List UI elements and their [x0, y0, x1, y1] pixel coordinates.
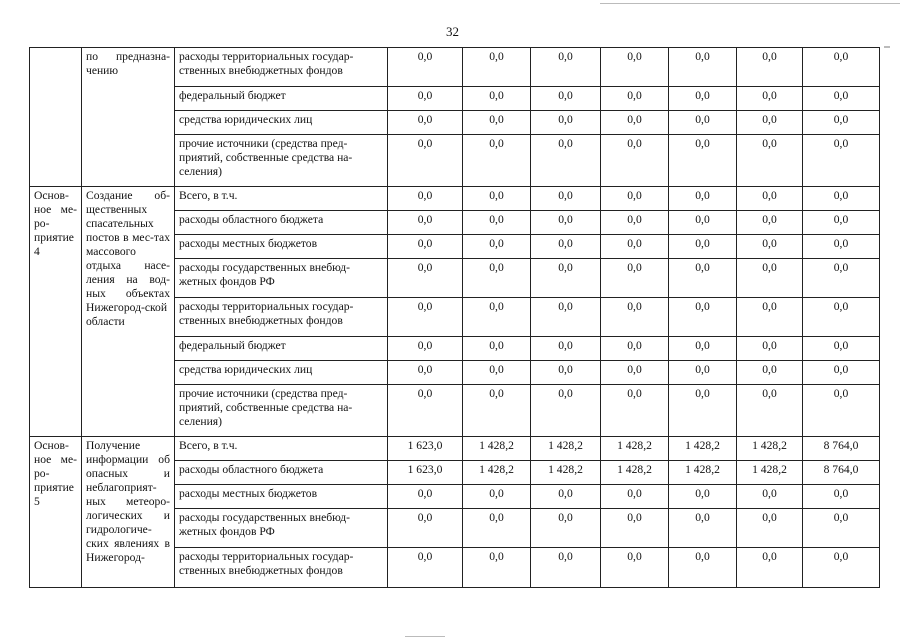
value-cell: 0,0 [531, 211, 601, 235]
value-cell: 0,0 [669, 235, 737, 259]
funding-source: федеральный бюджет [175, 87, 388, 111]
value-cell: 0,0 [463, 361, 531, 385]
value-cell: 0,0 [531, 548, 601, 588]
value-cell: 0,0 [737, 361, 803, 385]
value-cell: 0,0 [463, 548, 531, 588]
funding-source: Всего, в т.ч. [175, 437, 388, 461]
value-cell: 0,0 [463, 259, 531, 298]
value-cell: 0,0 [531, 235, 601, 259]
value-cell: 0,0 [463, 385, 531, 437]
value-cell: 0,0 [388, 111, 463, 135]
value-cell: 0,0 [803, 111, 880, 135]
value-cell: 1 623,0 [388, 437, 463, 461]
value-cell: 0,0 [388, 298, 463, 337]
value-cell: 0,0 [531, 259, 601, 298]
value-cell: 0,0 [463, 235, 531, 259]
value-cell: 0,0 [803, 548, 880, 588]
value-cell: 0,0 [669, 211, 737, 235]
measure-number: Основ-ное ме-ро-приятие 5 [30, 437, 82, 588]
value-cell: 0,0 [531, 48, 601, 87]
value-cell: 0,0 [669, 385, 737, 437]
value-cell: 0,0 [531, 298, 601, 337]
value-cell: 0,0 [601, 187, 669, 211]
value-cell: 0,0 [463, 135, 531, 187]
funding-source: расходы территориальных государ-ственных внебюджетных фондов [175, 48, 388, 87]
value-cell: 0,0 [531, 509, 601, 548]
value-cell: 0,0 [531, 485, 601, 509]
value-cell: 0,0 [388, 135, 463, 187]
value-cell: 0,0 [737, 187, 803, 211]
value-cell: 1 428,2 [463, 437, 531, 461]
value-cell: 0,0 [737, 87, 803, 111]
value-cell: 0,0 [601, 548, 669, 588]
value-cell: 0,0 [601, 211, 669, 235]
value-cell: 0,0 [388, 548, 463, 588]
value-cell: 0,0 [803, 211, 880, 235]
value-cell: 0,0 [737, 111, 803, 135]
value-cell: 0,0 [803, 485, 880, 509]
value-cell: 0,0 [601, 361, 669, 385]
value-cell: 8 764,0 [803, 461, 880, 485]
value-cell: 0,0 [803, 48, 880, 87]
value-cell: 0,0 [803, 361, 880, 385]
scan-artifact [884, 46, 890, 48]
value-cell: 0,0 [669, 485, 737, 509]
value-cell: 1 428,2 [463, 461, 531, 485]
value-cell: 0,0 [463, 187, 531, 211]
funding-source: расходы территориальных государ-ственных внебюджетных фондов [175, 548, 388, 588]
funding-source: средства юридических лиц [175, 361, 388, 385]
funding-source: расходы областного бюджета [175, 461, 388, 485]
value-cell: 0,0 [388, 187, 463, 211]
value-cell: 0,0 [388, 485, 463, 509]
value-cell: 1 428,2 [531, 461, 601, 485]
value-cell: 0,0 [388, 361, 463, 385]
funding-table [29, 47, 880, 588]
value-cell: 0,0 [601, 509, 669, 548]
value-cell: 0,0 [669, 337, 737, 361]
value-cell: 1 428,2 [737, 461, 803, 485]
value-cell: 0,0 [463, 298, 531, 337]
value-cell: 0,0 [601, 337, 669, 361]
value-cell: 0,0 [531, 361, 601, 385]
value-cell: 0,0 [601, 87, 669, 111]
value-cell: 1 428,2 [531, 437, 601, 461]
funding-source: расходы государственных внебюд-жетных фондов РФ [175, 509, 388, 548]
value-cell: 0,0 [669, 111, 737, 135]
value-cell: 0,0 [388, 48, 463, 87]
funding-source: прочие источники (средства пред-приятий, собственные средства на-селения) [175, 385, 388, 437]
funding-source: федеральный бюджет [175, 337, 388, 361]
value-cell: 0,0 [388, 259, 463, 298]
value-cell: 0,0 [737, 211, 803, 235]
value-cell: 0,0 [737, 235, 803, 259]
value-cell: 0,0 [601, 298, 669, 337]
value-cell: 1 428,2 [669, 461, 737, 485]
value-cell: 0,0 [803, 385, 880, 437]
value-cell: 0,0 [803, 235, 880, 259]
value-cell: 0,0 [531, 385, 601, 437]
value-cell: 0,0 [669, 548, 737, 588]
value-cell: 0,0 [737, 485, 803, 509]
funding-source: расходы областного бюджета [175, 211, 388, 235]
funding-source: прочие источники (средства пред-приятий, собственные средства на-селения) [175, 135, 388, 187]
value-cell: 0,0 [669, 361, 737, 385]
value-cell: 0,0 [803, 337, 880, 361]
value-cell: 0,0 [463, 48, 531, 87]
value-cell: 8 764,0 [803, 437, 880, 461]
value-cell: 0,0 [463, 485, 531, 509]
value-cell: 0,0 [669, 135, 737, 187]
table-row [30, 187, 880, 211]
value-cell: 0,0 [601, 48, 669, 87]
value-cell: 0,0 [737, 48, 803, 87]
value-cell: 0,0 [669, 259, 737, 298]
value-cell: 0,0 [803, 135, 880, 187]
value-cell: 1 428,2 [601, 461, 669, 485]
value-cell: 1 428,2 [737, 437, 803, 461]
value-cell: 0,0 [463, 87, 531, 111]
funding-source: средства юридических лиц [175, 111, 388, 135]
value-cell: 0,0 [531, 337, 601, 361]
value-cell: 0,0 [388, 509, 463, 548]
funding-source: расходы местных бюджетов [175, 485, 388, 509]
page-number: 32 [446, 24, 459, 39]
value-cell: 0,0 [388, 385, 463, 437]
value-cell: 0,0 [601, 259, 669, 298]
value-cell: 0,0 [737, 548, 803, 588]
value-cell: 0,0 [463, 211, 531, 235]
value-cell: 0,0 [388, 235, 463, 259]
value-cell: 0,0 [737, 135, 803, 187]
measure-description: Создание об-щественных спасательных постов в мес-тах массового отдыха насе-ления на вод-ных объектах Нижегород-ской области [82, 187, 175, 437]
funding-source: расходы территориальных государ-ственных внебюджетных фондов [175, 298, 388, 337]
value-cell: 0,0 [463, 111, 531, 135]
measure-description: по предназна-чению [82, 48, 175, 187]
funding-source: расходы государственных внебюд-жетных фондов РФ [175, 259, 388, 298]
value-cell: 0,0 [531, 187, 601, 211]
value-cell: 0,0 [388, 211, 463, 235]
table-row [30, 437, 880, 461]
value-cell: 0,0 [601, 485, 669, 509]
value-cell: 0,0 [737, 385, 803, 437]
funding-source: расходы местных бюджетов [175, 235, 388, 259]
value-cell: 0,0 [737, 509, 803, 548]
value-cell: 0,0 [803, 187, 880, 211]
value-cell: 0,0 [803, 259, 880, 298]
value-cell: 0,0 [601, 235, 669, 259]
measure-number: Основ-ное ме-ро-приятие 4 [30, 187, 82, 437]
value-cell: 0,0 [737, 298, 803, 337]
value-cell: 0,0 [803, 509, 880, 548]
scan-artifact [600, 3, 900, 4]
value-cell: 0,0 [463, 509, 531, 548]
value-cell: 0,0 [388, 337, 463, 361]
value-cell: 0,0 [737, 259, 803, 298]
value-cell: 0,0 [669, 48, 737, 87]
table-row [30, 48, 880, 87]
value-cell: 0,0 [601, 385, 669, 437]
value-cell: 0,0 [669, 298, 737, 337]
value-cell: 0,0 [531, 87, 601, 111]
value-cell: 1 428,2 [601, 437, 669, 461]
value-cell: 0,0 [601, 135, 669, 187]
value-cell: 1 623,0 [388, 461, 463, 485]
value-cell: 0,0 [531, 111, 601, 135]
value-cell: 0,0 [388, 87, 463, 111]
funding-source: Всего, в т.ч. [175, 187, 388, 211]
measure-description: Получение информации об опасных и неблагоприят-ных метеоро-логических и гидрологиче-ских явлениях в Нижегород- [82, 437, 175, 588]
value-cell: 0,0 [737, 337, 803, 361]
value-cell: 0,0 [531, 135, 601, 187]
value-cell: 0,0 [803, 298, 880, 337]
value-cell: 0,0 [669, 87, 737, 111]
scan-artifact [405, 636, 445, 637]
value-cell: 0,0 [463, 337, 531, 361]
value-cell: 0,0 [669, 509, 737, 548]
value-cell: 0,0 [669, 187, 737, 211]
measure-cell [30, 48, 82, 187]
value-cell: 1 428,2 [669, 437, 737, 461]
value-cell: 0,0 [803, 87, 880, 111]
value-cell: 0,0 [601, 111, 669, 135]
